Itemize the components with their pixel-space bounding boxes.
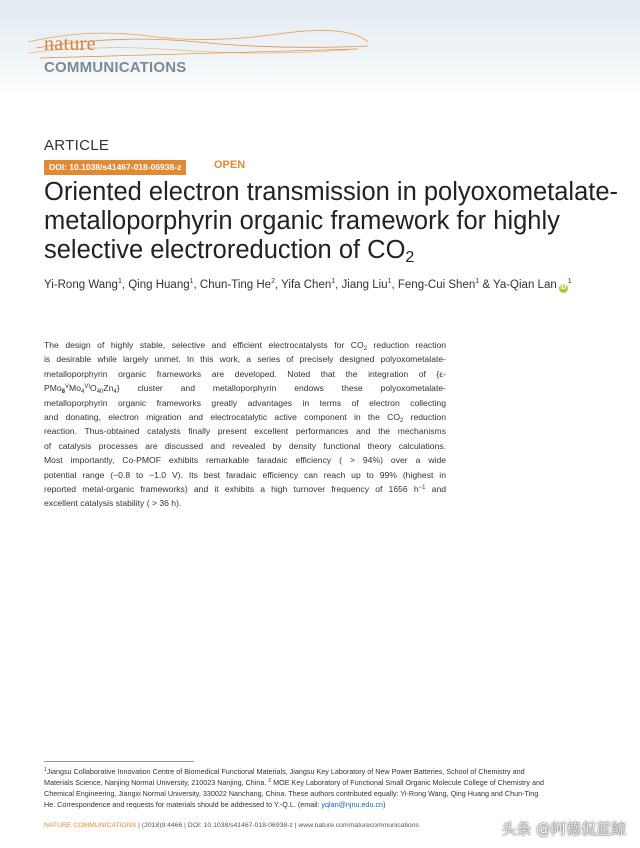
- affiliations-footnote: [44, 766, 616, 810]
- article-type-label: ARTICLE: [44, 137, 110, 154]
- author-separator: ,: [335, 279, 342, 291]
- footnote-line: Chemical Engineering, Jiangxi Normal University, 330022 Nanchang, China. These authors contributed equally: Yi-Rong Wang, Qing Huang and Chun-Ting: [44, 789, 539, 798]
- author-separator: ,: [391, 279, 398, 291]
- author-affiliation: 1: [331, 278, 336, 285]
- abstract-line: reaction. Thus-obtained catalysts finally present excellent performances and the mechanisms: [44, 426, 446, 437]
- journal-header-band: [0, 0, 640, 95]
- author-list: [44, 278, 624, 293]
- author-and: &: [479, 279, 494, 291]
- corresponding-email-link[interactable]: yqlan@njnu.edu.cn: [321, 800, 384, 809]
- title-line-3: selective electroreduction of CO: [44, 236, 406, 264]
- doi-badge[interactable]: DOI: 10.1038/s41467-018-06938-z: [44, 160, 186, 175]
- abstract-line: Most importantly, Co-PMOF exhibits remarkable faradaic efficiency ( > 94%) over a wide: [44, 455, 446, 466]
- footer-journal-name: NATURE COMMUNICATIONS: [44, 822, 137, 829]
- title-subscript: 2: [405, 249, 415, 266]
- footnote-line: $^1$Jiangsu Collaborative Innovation Centre of Biomedical Functional Materials, Jiangsu Key Laboratory of New Power Batteries, School of Chemistry and: [44, 767, 525, 776]
- author-affiliation: 2: [271, 278, 275, 285]
- abstract-line: excellent catalysis stability ( > 36 h).: [44, 498, 182, 509]
- abstract-line: of catalysis processes are discussed and revealed by density functional theory calculations.: [44, 440, 446, 451]
- footer-citation: | (2018)9:4466 | DOI: 10.1038/s41467-018-06938-z | www.nature.com/naturecommunications: [136, 822, 419, 829]
- title-line-1: Oriented electron transmission in polyoxometalate-: [44, 178, 619, 206]
- abstract-line: The design of highly stable, selective and efficient electrocatalysts for $CO_2$ reduction reaction: [44, 340, 447, 352]
- abstract-line: and donating, electron migration and electrocatalytic active component in the $CO_2$ reduction: [44, 412, 446, 425]
- abstract-line: metalloporphyrin organic frameworks are developed. Noted that the integration of {ε-: [44, 368, 446, 379]
- author-name[interactable]: Ya-Qian Lan: [493, 279, 557, 291]
- author-affiliation: 1: [189, 278, 194, 285]
- author-name[interactable]: Jiang Liu: [341, 279, 388, 291]
- footnote-line: Materials Science, Nanjing Normal University, 210023 Nanjing, China. $^2$ MOE Key Laboratory of Functional Small Organic Molecule College of Chemistry and: [44, 778, 545, 787]
- abstract-line: metalloporphyrin organic frameworks greatly advantages in terms of electron collecting: [44, 397, 446, 408]
- abstract-line: reported metal-organic frameworks) and it exhibits a high turnover frequency of 1656 $h^{-1}$ and: [44, 484, 447, 495]
- author-name[interactable]: Feng-Cui Shen: [397, 279, 476, 291]
- journal-logo-communications: COMMUNICATIONS: [44, 59, 187, 76]
- author-separator: ,: [121, 279, 129, 291]
- toutiao-watermark: 头条 @阿德侃蓝鲸: [501, 820, 626, 838]
- page-footer: [44, 822, 419, 829]
- abstract: [44, 338, 446, 511]
- footnote-divider: [44, 761, 194, 762]
- abstract-line: potential range (−0.8 to −1.0 V). Its best faradaic efficiency can reach up to 99% (highest in: [44, 469, 446, 480]
- abstract-line: is desirable while largely unmet. In this work, a series of precisely designed polyoxometalate-: [44, 354, 446, 365]
- journal-logo-nature: nature: [44, 33, 96, 55]
- article-title: [44, 178, 629, 265]
- author-separator: ,: [193, 279, 200, 291]
- author-affiliation: 1: [117, 278, 122, 285]
- footnote-line: He. Correspondence and requests for materials should be addressed to Y.-Q.L. (email: yqlan@njnu.edu.cn): [44, 800, 386, 809]
- abstract-line: $PMo_8^VMo_4^{VI}O_{40}Zn_4$} cluster and metalloporphyrin endows these polyoxometalate-: [44, 383, 446, 396]
- author-name[interactable]: Chun-Ting He: [199, 279, 272, 291]
- open-access-label: OPEN: [214, 159, 246, 171]
- author-separator: ,: [274, 279, 282, 291]
- author-name[interactable]: Yi-Rong Wang: [44, 279, 118, 291]
- author-affiliation: 1: [475, 278, 480, 285]
- title-line-2: metalloporphyrin organic framework for highly: [44, 207, 560, 235]
- author-name[interactable]: Yifa Chen: [281, 279, 332, 291]
- author-affiliation: 1: [387, 278, 392, 285]
- author-affiliation: 1: [567, 278, 572, 285]
- author-name[interactable]: Qing Huang: [128, 279, 190, 291]
- orcid-icon[interactable]: iD: [560, 285, 567, 291]
